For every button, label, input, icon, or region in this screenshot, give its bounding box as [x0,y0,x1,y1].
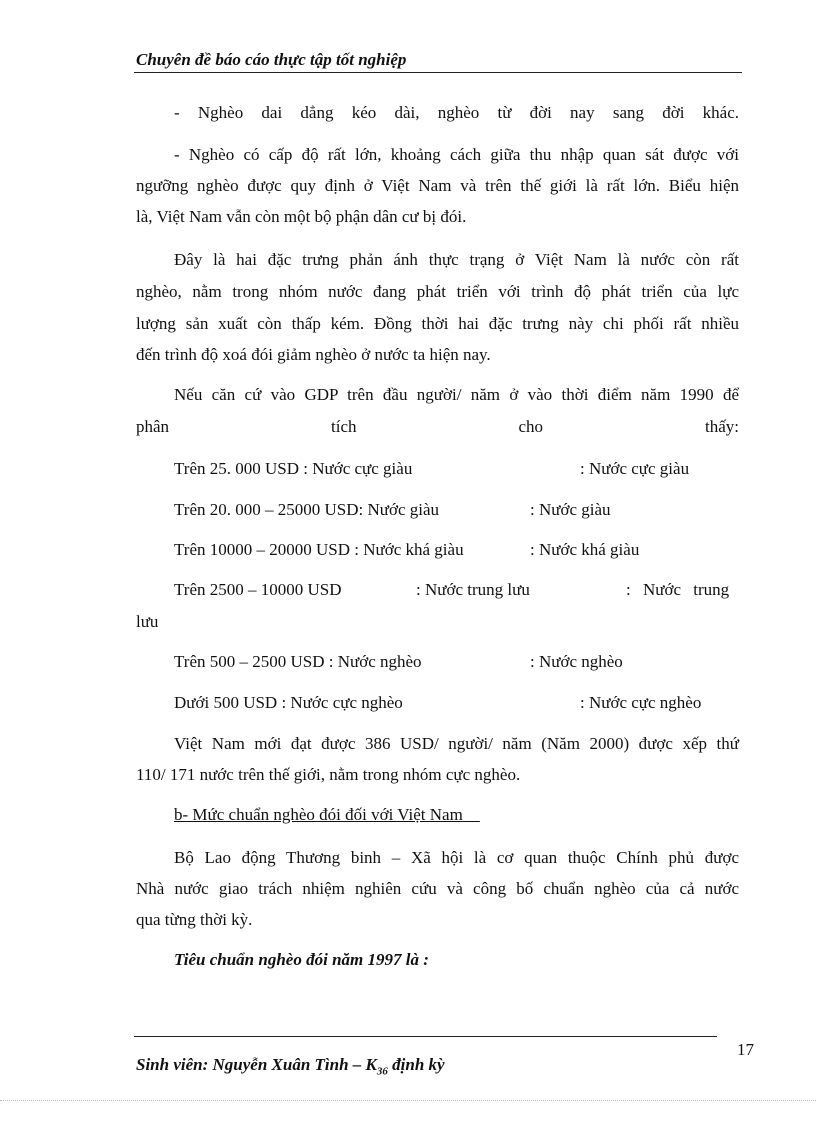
gdp-row-middle: : Nước trung lưu [416,580,530,599]
paragraph-line: Đây là hai đặc trưng phản ánh thực trạng ở Việt Nam là nước còn rất [174,250,739,269]
paragraph-line: ngưỡng nghèo được quy định ở Việt Nam và trên thế giới là rất lớn. Biểu hiện [136,176,739,195]
paragraph-line: đến trình độ xoá đói giảm nghèo ở nước ta hiện nay. [136,345,491,364]
paragraph-line: - Nghèo có cấp độ rất lớn, khoảng cách giữa thu nhập quan sát được với [174,145,739,164]
gdp-row-left: Trên 500 – 2500 USD : Nước nghèo [174,652,422,671]
page-number: 17 [737,1040,754,1059]
gdp-row-left: Trên 10000 – 20000 USD : Nước khá giàu [174,540,464,559]
paragraph-4 [136,385,739,437]
gdp-row [174,652,623,672]
paragraph-3 [136,250,739,365]
paragraph-line: nghèo, nằm trong nhóm nước đang phát triển với trình độ phát triển của lực [136,282,739,301]
paragraph-line: Nếu căn cứ vào GDP trên đầu người/ năm ở vào thời điểm năm 1990 để [174,385,739,404]
footer-divider [134,1036,717,1037]
gdp-row-right: : Nước giàu [530,500,611,519]
gdp-row-right: : Nước cực nghèo [580,693,702,712]
gdp-row [174,580,739,600]
paragraph-line: Việt Nam mới đạt được 386 USD/ người/ năm (Năm 2000) được xếp thứ [174,734,739,753]
paragraph-line: Nhà nước giao trách nhiệm nghiên cứu và công bố chuẩn nghèo của cả nước [136,879,739,898]
gdp-row-right: : Nước khá giàu [530,540,640,559]
footer-student-suffix: định kỳ [387,1055,445,1074]
paragraph-line: là, Việt Nam vẫn còn một bộ phận dân cư bị đói. [136,207,467,226]
gdp-row-left: Trên 25. 000 USD : Nước cực giàu [174,459,413,478]
gdp-row-left: Trên 2500 – 10000 USD [174,580,342,599]
section-heading [174,805,480,825]
page-bottom-edge [0,1100,816,1101]
header-title: Chuyên đề báo cáo thực tập tốt nghiệp [136,50,407,69]
paragraph-line: 110/ 171 nước trên thế giới, nằm trong nhóm cực nghèo. [136,765,521,784]
paragraph-line: qua từng thời kỳ. [136,910,253,929]
paragraph-5 [136,734,739,785]
paragraph-line: Bộ Lao động Thương binh – Xã hội là cơ quan thuộc Chính phủ được [174,848,739,867]
header-divider [134,72,742,73]
paragraph-line: phân tích cho thấy: [136,417,739,436]
footer-student-prefix: Sinh viên: Nguyễn Xuân Tình – K [136,1055,377,1074]
gdp-row-right: : Nước trung [626,580,730,599]
paragraph-1 [174,103,739,123]
standard-title: Tiêu chuẩn nghèo đói năm 1997 là : [174,950,429,969]
paragraph-2 [136,145,739,245]
gdp-row-continuation [136,612,158,632]
section-heading-text: b- Mức chuẩn nghèo đói đối với Việt Nam [174,805,463,824]
gdp-row [174,500,611,520]
gdp-row [174,540,640,560]
gdp-row-left: Trên 20. 000 – 25000 USD: Nước giàu [174,500,440,519]
gdp-row [174,459,690,479]
paragraph-6 [136,848,739,930]
footer-student [136,1055,445,1077]
gdp-row-right: : Nước nghèo [530,652,623,671]
gdp-row-right: : Nước cực giàu [580,459,690,478]
footer-student-sub: 36 [376,1065,388,1078]
gdp-row-cont: lưu [136,612,159,631]
gdp-row-left: Dưới 500 USD : Nước cực nghèo [174,693,403,712]
paragraph-line: - Nghèo dai dẳng kéo dài, nghèo từ đời nay sang đời khác. [174,103,739,122]
paragraph-line: lượng sản xuất còn thấp kém. Đồng thời hai đặc trưng này chi phối rất nhiều [136,314,739,333]
gdp-row [174,693,702,713]
